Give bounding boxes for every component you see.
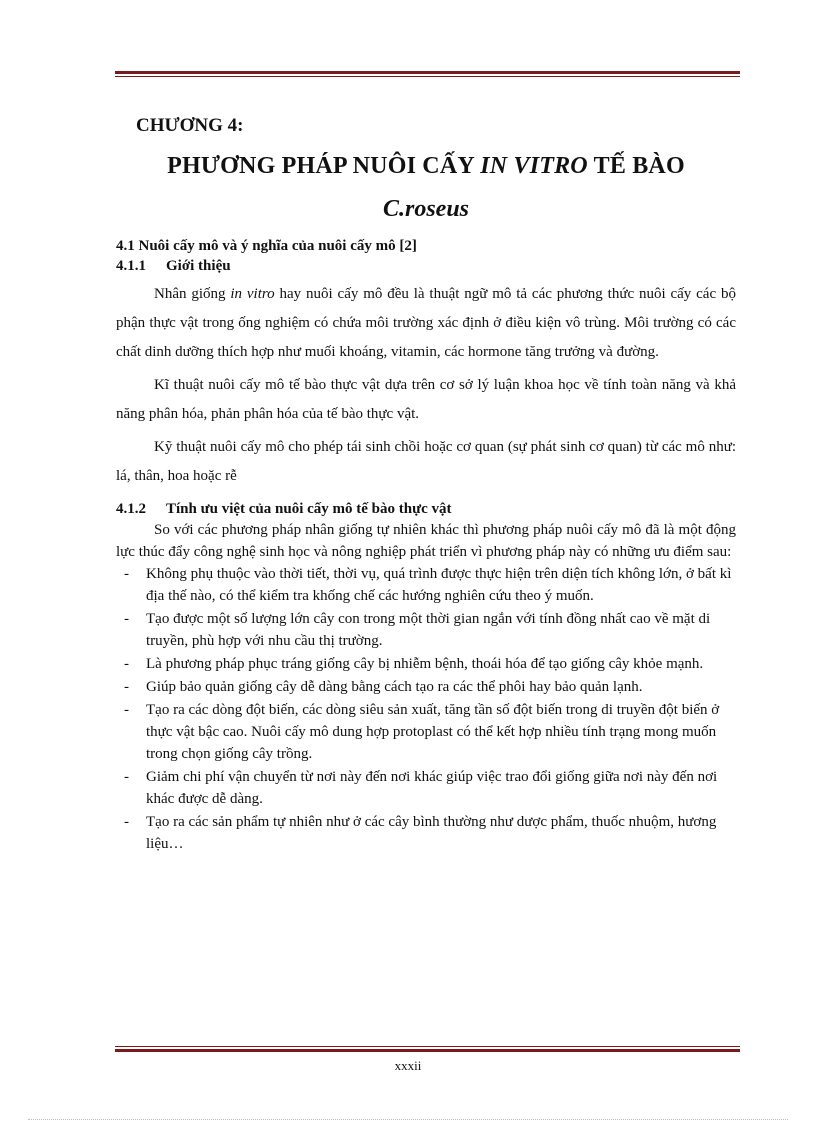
section-title: Giới thiệu [166, 258, 231, 274]
title-part1: PHƯƠNG PHÁP NUÔI CẤY [167, 153, 481, 179]
paragraph-text-cont: hay nuôi cấy mô đều là thuật ngữ mô tả các phương thức nuôi cấy các bộ phận thực vật trong ống nghiệm có chứa môi trường xác định ở điều kiện vô trùng. Môi trường có các chất dinh dưỡng thích hợp như muối khoáng, vitamin, các hormone tăng trưởng và đường. [116, 286, 736, 360]
list-item: - Là phương pháp phục tráng giống cây bị nhiễm bệnh, thoái hóa để tạo giống cây khỏe mạnh. [124, 656, 704, 672]
list-item: - Tạo ra các dòng đột biến, các dòng siêu sản xuất, tăng tần số đột biến trong di truyền đột biến ở thực vật bậc cao. Nuôi cấy mô dung hợp protoplast có thể kết hợp nhiều tính trạng mong muốn trong chọn giống cây trồng. [124, 702, 720, 762]
section-title: Tính ưu việt của nuôi cấy mô tế bào thực vật [166, 501, 452, 517]
list-item: - Giảm chi phí vận chuyển từ nơi này đến nơi khác giúp việc trao đổi giống giữa nơi này đến nơi khác được dễ dàng. [124, 769, 718, 807]
section-heading-4-1: 4.1 Nuôi cấy mô và ý nghĩa của nuôi cấy mô [2] [116, 238, 417, 254]
title-part3: TẾ BÀO [587, 153, 685, 179]
list-item: - Tạo ra các sản phẩm tự nhiên như ở các cây bình thường như dược phẩm, thuốc nhuộm, hương liệu… [124, 814, 717, 852]
advantages-list [116, 563, 736, 855]
section-heading-4-1-1 [116, 256, 736, 276]
chapter-title-line2: C.roseus [382, 196, 470, 222]
section-number: 4.1.1 [116, 258, 146, 274]
paragraph-text: Nhân giống [154, 286, 231, 302]
footer-rule [115, 1046, 740, 1052]
list-item: - Tạo được một số lượng lớn cây con trong một thời gian ngắn với tính đồng nhất cao về mặt di truyền, phù hợp với nhu cầu thị trường. [124, 611, 711, 649]
page-number: xxxii [394, 1058, 422, 1073]
section-number: 4.1.2 [116, 501, 146, 517]
paragraph-advantages: So với các phương pháp nhân giống tự nhiên khác thì phương pháp nuôi cấy mô đã là một động lực thúc đẩy công nghệ sinh học và nông nghiệp phát triển vì phương pháp này có những ưu điểm sau: [116, 522, 736, 560]
paragraph-italic: in vitro [230, 286, 275, 302]
section-heading-4-1-2 [116, 499, 736, 519]
list-item: - Không phụ thuộc vào thời tiết, thời vụ, quá trình được thực hiện trên diện tích không lớn, ở bất kì địa thế nào, có thể kiểm tra khống chế các hướng nghiên cứu theo ý muốn. [124, 566, 732, 604]
list-item: - Giúp bảo quản giống cây dễ dàng bằng cách tạo ra các thể phôi hay bảo quản lạnh. [124, 679, 643, 695]
header-rule [115, 71, 740, 77]
chapter-label: CHƯƠNG 4: [136, 115, 244, 136]
page-edge-divider [28, 1119, 788, 1120]
paragraph-regeneration: Kỹ thuật nuôi cấy mô cho phép tái sinh chồi hoặc cơ quan (sự phát sinh cơ quan) từ các mô như: lá, thân, hoa hoặc rễ [116, 439, 736, 484]
page-content [116, 112, 736, 856]
chapter-title [116, 151, 736, 181]
paragraph-technique: Kĩ thuật nuôi cấy mô tế bào thực vật dựa trên cơ sở lý luận khoa học về tính toàn năng và khả năng phân hóa, phản phân hóa của tế bào thực vật. [116, 377, 736, 422]
title-italic: IN VITRO [480, 153, 588, 179]
paragraph-intro [116, 280, 736, 367]
